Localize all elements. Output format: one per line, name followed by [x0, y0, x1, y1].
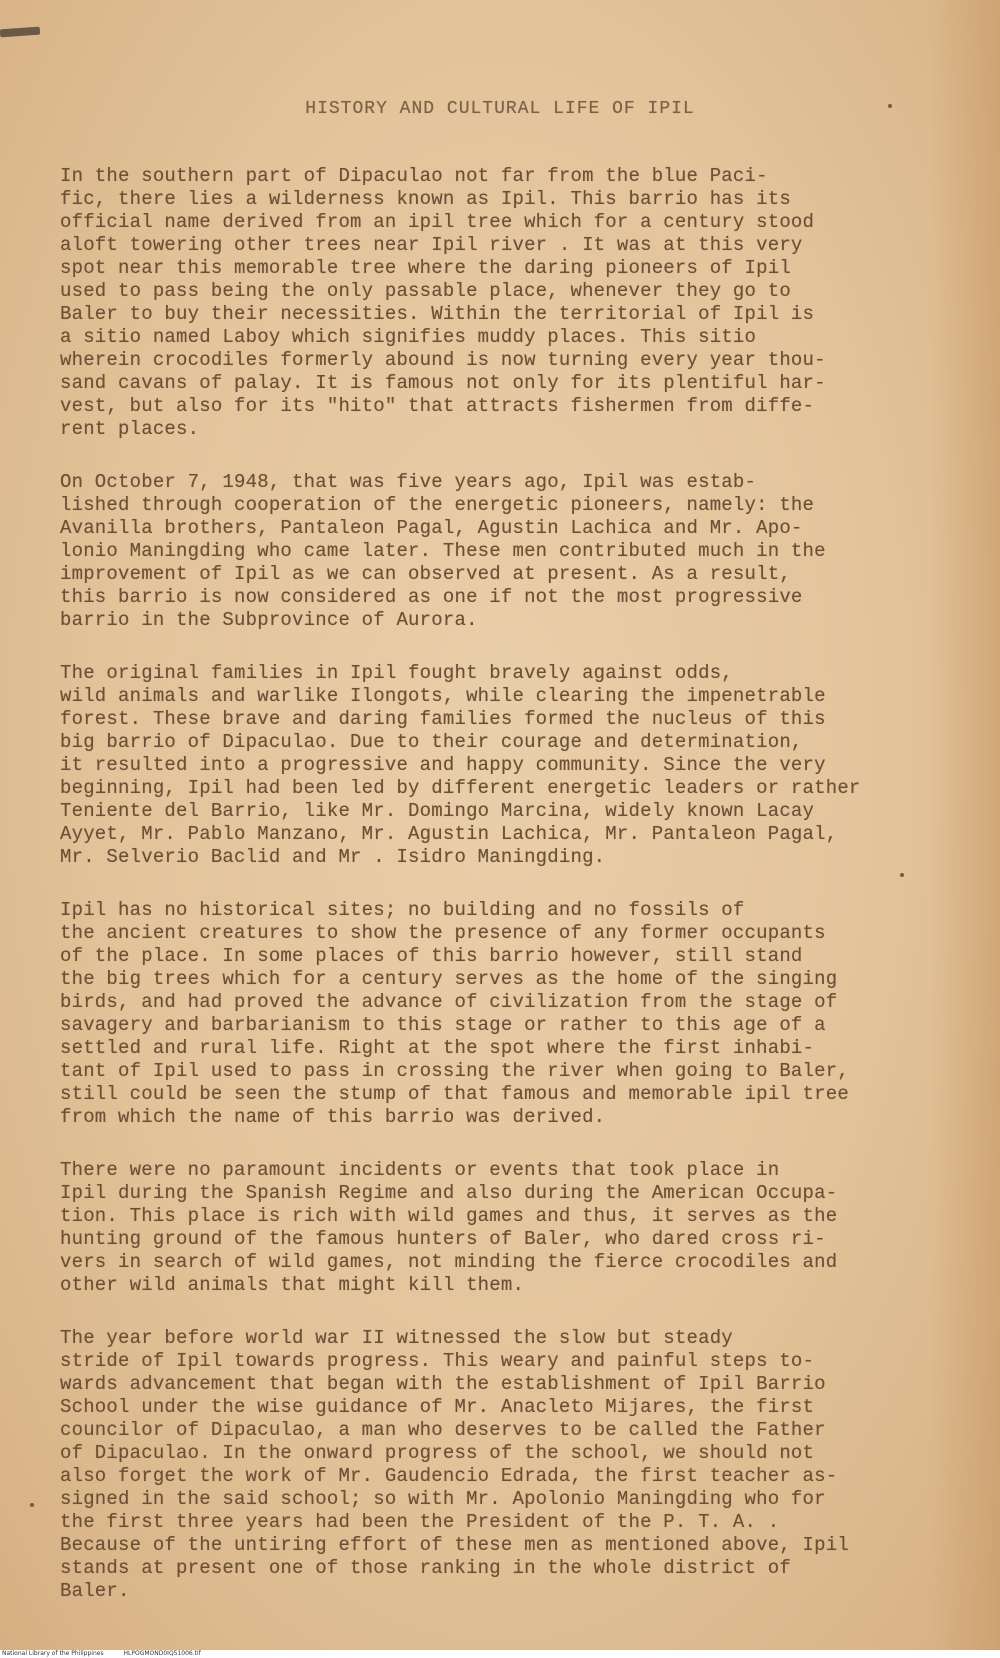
- scan-footer: [0, 1650, 1000, 1658]
- paragraph-incidents: There were no paramount incidents or events that took place in Ipil during the Spanish Regime and also during the American Occupa- tion. This place is rich with wild games and thus, it serves as the hunting ground of the famous hunters of Baler, who dared cross ri- vers in search of wild games, not minding the fierce crocodiles and other wild animals that might kill them.: [60, 1159, 838, 1296]
- binding-mark: [0, 27, 40, 38]
- paragraph-historical-sites: Ipil has no historical sites; no building and no fossils of the ancient creatures to show the presence of any former occupants of the place. In some places of this barrio however, still stand the big trees which for a century serves as the home of the singing birds, and had proved the advance of civilization from the stage of savagery and barbarianism to this stage or rather to this age of a settled and rural life. Right at the spot where the first inhabi- tant of Ipil used to pass in crossing the river when going to Baler, still could be seen the stump of that famous and memorable ipil tree from which the name of this barrio was derived.: [60, 899, 849, 1128]
- paragraph-origin: In the southern part of Dipaculao not far from the blue Paci- fic, there lies a wilderness known as Ipil. This barrio has its official name derived from an ipil tree which for a century stood aloft towering other trees near Ipil river . It was at this very spot near this memorable tree where the daring pioneers of Ipil used to pass being the only passable place, whenever they go to Baler to buy their necessities. Within the territorial of Ipil is a sitio named Laboy which signifies muddy places. This sitio wherein crocodiles formerly abound is now turning every year thou- sand cavans of palay. It is famous not only for its plentiful har- vest, but also for its "hito" that attracts fishermen from diffe- rent places.: [60, 165, 826, 440]
- document-body: [60, 90, 940, 1633]
- page-edge-shadow: [930, 0, 1000, 1652]
- footer-source: National Library of the Philippines: [2, 1650, 104, 1657]
- stain-speck: [30, 1503, 34, 1507]
- footer-file: HLPOGMOND0IQ51006.tif: [123, 1650, 201, 1657]
- paragraph-establishment: On October 7, 1948, that was five years ago, Ipil was estab- lished through cooperation of the energetic pioneers, namely: the Avanilla brothers, Pantaleon Pagal, Agustin Lachica and Mr. Apo- lonio Maningding who came later. These men contributed much in the improvement of Ipil as we can observed at present. As a result, this barrio is now considered as one if not the most progressive barrio in the Subprovince of Aurora.: [60, 471, 826, 631]
- paragraph-original-families: The original families in Ipil fought bravely against odds, wild animals and warlike Ilongots, while clearing the impenetrable forest. These brave and daring families formed the nucleus of this big barrio of Dipaculao. Due to their courage and determination, it resulted into a progressive and happy community. Since the very beginning, Ipil had been led by different energetic leaders or rather Teniente del Barrio, like Mr. Domingo Marcina, widely known Lacay Ayyet, Mr. Pablo Manzano, Mr. Agustin Lachica, Mr. Pantaleon Pagal, Mr. Selverio Baclid and Mr . Isidro Maningding.: [60, 662, 861, 868]
- document-title: HISTORY AND CULTURAL LIFE OF IPIL: [305, 99, 695, 119]
- paragraph-progress: The year before world war II witnessed the slow but steady stride of Ipil towards progress. This weary and painful steps to- wards advancement that began with the establishment of Ipil Barrio School under the wise guidance of Mr. Anacleto Mijares, the first councilor of Dipaculao, a man who deserves to be called the Father of Dipaculao. In the onward progress of the school, we should not also forget the work of Mr. Gaudencio Edrada, the first teacher as- signed in the said school; so with Mr. Apolonio Maningding who for the first three years had been the President of the P. T. A. . Because of the untiring effort of these men as mentioned above, Ipil stands at present one of those ranking in the whole district of Baler.: [60, 1327, 849, 1602]
